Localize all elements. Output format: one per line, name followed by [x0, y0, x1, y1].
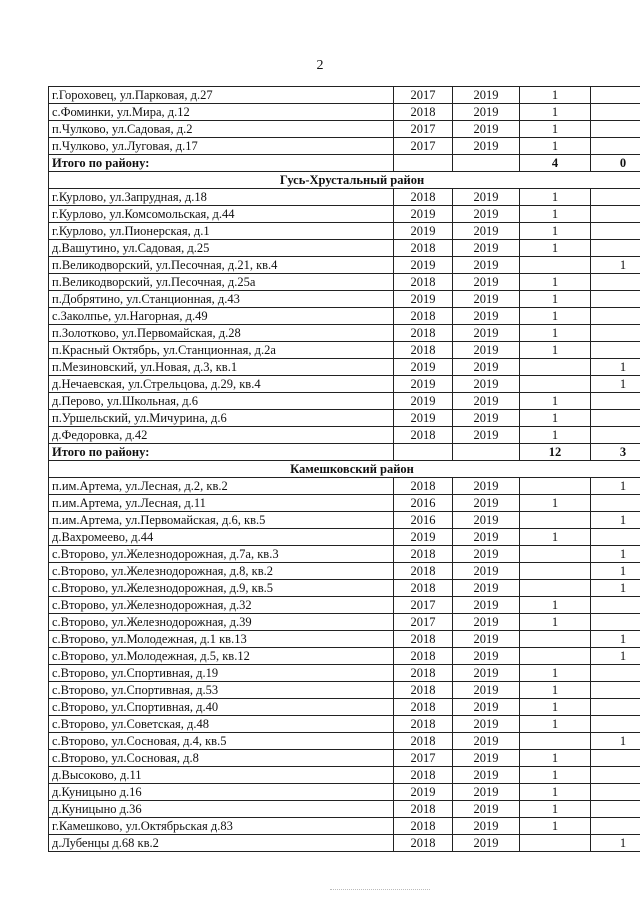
count-2-cell: [591, 665, 640, 682]
year-start-cell: 2018: [394, 648, 453, 665]
year-end-cell: 2019: [453, 512, 520, 529]
year-end-cell: 2019: [453, 104, 520, 121]
address-cell: п.Уршельский, ул.Мичурина, д.6: [49, 410, 394, 427]
count-1-cell: 1: [520, 495, 591, 512]
register-body: [49, 87, 640, 852]
address-cell: г.Гороховец, ул.Парковая, д.27: [49, 87, 394, 104]
count-2-cell: 1: [591, 478, 640, 495]
year-start-cell: 2018: [394, 189, 453, 206]
year-start-cell: 2018: [394, 818, 453, 835]
table-row: [49, 648, 640, 665]
table-row: [49, 376, 640, 393]
year-end-cell: 2019: [453, 665, 520, 682]
count-1-cell: 1: [520, 274, 591, 291]
address-cell: с.Второво, ул.Сосновая, д.8: [49, 750, 394, 767]
address-cell: с.Второво, ул.Железнодорожная, д.7а, кв.3: [49, 546, 394, 563]
address-cell: д.Вашутино, ул.Садовая, д.25: [49, 240, 394, 257]
address-cell: с.Заколпье, ул.Нагорная, д.49: [49, 308, 394, 325]
year-end-cell: 2019: [453, 87, 520, 104]
year-start-cell: 2018: [394, 478, 453, 495]
table-row: [49, 189, 640, 206]
year-start-cell: 2017: [394, 121, 453, 138]
table-row: [49, 325, 640, 342]
count-2-cell: [591, 801, 640, 818]
year-end-cell: 2019: [453, 682, 520, 699]
address-cell: д.Куницыно д.16: [49, 784, 394, 801]
address-cell: с.Второво, ул.Советская, д.48: [49, 716, 394, 733]
count-2-cell: 1: [591, 580, 640, 597]
address-cell: д.Нечаевская, ул.Стрельцова, д.29, кв.4: [49, 376, 394, 393]
total-count-2: 3: [591, 444, 640, 461]
count-1-cell: 1: [520, 291, 591, 308]
table-row: [49, 410, 640, 427]
count-1-cell: [520, 359, 591, 376]
address-cell: п.Великодворский, ул.Песочная, д.25а: [49, 274, 394, 291]
table-row: [49, 308, 640, 325]
year-end-cell: 2019: [453, 291, 520, 308]
count-1-cell: 1: [520, 87, 591, 104]
empty-cell: [453, 155, 520, 172]
count-1-cell: 1: [520, 104, 591, 121]
register-table: [48, 86, 640, 852]
address-cell: д.Перово, ул.Школьная, д.6: [49, 393, 394, 410]
table-row: [49, 767, 640, 784]
address-cell: д.Высоково, д.11: [49, 767, 394, 784]
year-start-cell: 2018: [394, 427, 453, 444]
year-start-cell: 2018: [394, 274, 453, 291]
count-2-cell: [591, 240, 640, 257]
address-cell: с.Второво, ул.Спортивная, д.19: [49, 665, 394, 682]
count-1-cell: 1: [520, 818, 591, 835]
table-row: [49, 121, 640, 138]
count-2-cell: [591, 87, 640, 104]
table-row: [49, 495, 640, 512]
count-2-cell: [591, 104, 640, 121]
year-end-cell: 2019: [453, 614, 520, 631]
year-start-cell: 2019: [394, 410, 453, 427]
table-row: [49, 274, 640, 291]
count-1-cell: 1: [520, 308, 591, 325]
year-start-cell: 2019: [394, 223, 453, 240]
table-row: [49, 104, 640, 121]
table-row: [49, 580, 640, 597]
count-2-cell: [591, 614, 640, 631]
count-1-cell: 1: [520, 393, 591, 410]
year-start-cell: 2018: [394, 631, 453, 648]
year-start-cell: 2019: [394, 359, 453, 376]
year-end-cell: 2019: [453, 189, 520, 206]
count-2-cell: [591, 138, 640, 155]
count-1-cell: 1: [520, 189, 591, 206]
year-start-cell: 2016: [394, 495, 453, 512]
count-1-cell: 1: [520, 682, 591, 699]
year-end-cell: 2019: [453, 206, 520, 223]
count-1-cell: [520, 478, 591, 495]
year-end-cell: 2019: [453, 529, 520, 546]
table-row: [49, 563, 640, 580]
count-2-cell: [591, 716, 640, 733]
address-cell: п.Чулково, ул.Садовая, д.2: [49, 121, 394, 138]
address-cell: д.Куницыно д.36: [49, 801, 394, 818]
count-1-cell: [520, 257, 591, 274]
address-cell: г.Камешково, ул.Октябрьская д.83: [49, 818, 394, 835]
table-row: [49, 784, 640, 801]
count-1-cell: 1: [520, 665, 591, 682]
empty-cell: [453, 444, 520, 461]
address-cell: д.Лубенцы д.68 кв.2: [49, 835, 394, 852]
year-start-cell: 2019: [394, 291, 453, 308]
total-label: Итого по району:: [49, 444, 394, 461]
total-count-2: 0: [591, 155, 640, 172]
count-1-cell: [520, 563, 591, 580]
table-row: [49, 206, 640, 223]
year-end-cell: 2019: [453, 240, 520, 257]
total-label: Итого по району:: [49, 155, 394, 172]
empty-cell: [394, 444, 453, 461]
year-end-cell: 2019: [453, 750, 520, 767]
year-start-cell: 2018: [394, 342, 453, 359]
table-row: [49, 818, 640, 835]
count-2-cell: [591, 223, 640, 240]
year-end-cell: 2019: [453, 393, 520, 410]
year-end-cell: 2019: [453, 325, 520, 342]
address-cell: п.Добрятино, ул.Станционная, д.43: [49, 291, 394, 308]
year-end-cell: 2019: [453, 784, 520, 801]
count-2-cell: [591, 308, 640, 325]
count-1-cell: [520, 580, 591, 597]
year-start-cell: 2019: [394, 784, 453, 801]
year-start-cell: 2017: [394, 597, 453, 614]
count-2-cell: [591, 121, 640, 138]
year-start-cell: 2018: [394, 546, 453, 563]
year-start-cell: 2017: [394, 614, 453, 631]
district-header-row: [49, 172, 640, 189]
year-start-cell: 2018: [394, 325, 453, 342]
address-cell: п.им.Артема, ул.Лесная, д.11: [49, 495, 394, 512]
address-cell: д.Федоровка, д.42: [49, 427, 394, 444]
page-number: 2: [316, 58, 324, 73]
count-2-cell: [591, 784, 640, 801]
year-end-cell: 2019: [453, 580, 520, 597]
year-start-cell: 2018: [394, 767, 453, 784]
count-1-cell: 1: [520, 121, 591, 138]
year-end-cell: 2019: [453, 121, 520, 138]
year-end-cell: 2019: [453, 478, 520, 495]
table-row: [49, 393, 640, 410]
year-end-cell: 2019: [453, 648, 520, 665]
count-1-cell: 1: [520, 750, 591, 767]
table-row: [49, 223, 640, 240]
year-end-cell: 2019: [453, 801, 520, 818]
count-1-cell: [520, 648, 591, 665]
address-cell: г.Курлово, ул.Пионерская, д.1: [49, 223, 394, 240]
table-row: [49, 682, 640, 699]
count-1-cell: 1: [520, 410, 591, 427]
count-1-cell: [520, 546, 591, 563]
year-start-cell: 2017: [394, 138, 453, 155]
count-2-cell: 1: [591, 546, 640, 563]
table-row: [49, 529, 640, 546]
year-start-cell: 2019: [394, 206, 453, 223]
count-2-cell: [591, 682, 640, 699]
count-2-cell: 1: [591, 733, 640, 750]
count-1-cell: 1: [520, 716, 591, 733]
total-count-1: 4: [520, 155, 591, 172]
count-2-cell: 1: [591, 512, 640, 529]
address-cell: с.Второво, ул.Железнодорожная, д.32: [49, 597, 394, 614]
year-end-cell: 2019: [453, 376, 520, 393]
count-2-cell: [591, 597, 640, 614]
count-2-cell: 1: [591, 648, 640, 665]
table-row: [49, 733, 640, 750]
year-start-cell: 2018: [394, 104, 453, 121]
table-row: [49, 427, 640, 444]
district-name: Камешковский район: [49, 461, 640, 478]
table-row: [49, 716, 640, 733]
year-start-cell: 2019: [394, 257, 453, 274]
address-cell: г.Курлово, ул.Запрудная, д.18: [49, 189, 394, 206]
table-row: [49, 631, 640, 648]
year-end-cell: 2019: [453, 257, 520, 274]
count-1-cell: 1: [520, 529, 591, 546]
count-1-cell: 1: [520, 206, 591, 223]
address-cell: с.Второво, ул.Молодежная, д.1 кв.13: [49, 631, 394, 648]
year-end-cell: 2019: [453, 716, 520, 733]
count-2-cell: 1: [591, 835, 640, 852]
table-row: [49, 240, 640, 257]
count-2-cell: [591, 325, 640, 342]
district-total-row: [49, 155, 640, 172]
address-cell: п.Великодворский, ул.Песочная, д.21, кв.4: [49, 257, 394, 274]
address-cell: с.Второво, ул.Железнодорожная, д.39: [49, 614, 394, 631]
table-row: [49, 359, 640, 376]
address-cell: с.Второво, ул.Спортивная, д.53: [49, 682, 394, 699]
address-cell: с.Второво, ул.Железнодорожная, д.9, кв.5: [49, 580, 394, 597]
year-start-cell: 2019: [394, 393, 453, 410]
table-row: [49, 835, 640, 852]
year-end-cell: 2019: [453, 223, 520, 240]
table-row: [49, 665, 640, 682]
year-end-cell: 2019: [453, 597, 520, 614]
count-1-cell: [520, 835, 591, 852]
year-end-cell: 2019: [453, 767, 520, 784]
count-1-cell: [520, 733, 591, 750]
table-row: [49, 801, 640, 818]
count-2-cell: [591, 342, 640, 359]
year-end-cell: 2019: [453, 818, 520, 835]
year-start-cell: 2018: [394, 733, 453, 750]
year-end-cell: 2019: [453, 138, 520, 155]
count-2-cell: [591, 427, 640, 444]
year-end-cell: 2019: [453, 835, 520, 852]
year-start-cell: 2017: [394, 87, 453, 104]
count-2-cell: [591, 410, 640, 427]
table-row: [49, 342, 640, 359]
count-1-cell: [520, 631, 591, 648]
table-row: [49, 291, 640, 308]
year-end-cell: 2019: [453, 342, 520, 359]
year-end-cell: 2019: [453, 699, 520, 716]
year-start-cell: 2018: [394, 682, 453, 699]
table-row: [49, 614, 640, 631]
year-start-cell: 2018: [394, 801, 453, 818]
count-1-cell: 1: [520, 240, 591, 257]
address-cell: с.Второво, ул.Железнодорожная, д.8, кв.2: [49, 563, 394, 580]
address-cell: п.им.Артема, ул.Первомайская, д.6, кв.5: [49, 512, 394, 529]
address-cell: п.Красный Октябрь, ул.Станционная, д.2а: [49, 342, 394, 359]
year-start-cell: 2018: [394, 835, 453, 852]
count-1-cell: 1: [520, 223, 591, 240]
year-end-cell: 2019: [453, 563, 520, 580]
table-row: [49, 478, 640, 495]
address-cell: п.Чулково, ул.Луговая, д.17: [49, 138, 394, 155]
year-start-cell: 2018: [394, 665, 453, 682]
count-1-cell: [520, 512, 591, 529]
count-2-cell: [591, 495, 640, 512]
count-1-cell: 1: [520, 614, 591, 631]
count-1-cell: 1: [520, 801, 591, 818]
table-row: [49, 699, 640, 716]
count-2-cell: 1: [591, 631, 640, 648]
year-start-cell: 2017: [394, 750, 453, 767]
table-row: [49, 512, 640, 529]
address-cell: г.Курлово, ул.Комсомольская, д.44: [49, 206, 394, 223]
address-cell: п.Мезиновский, ул.Новая, д.3, кв.1: [49, 359, 394, 376]
year-start-cell: 2018: [394, 563, 453, 580]
year-end-cell: 2019: [453, 410, 520, 427]
year-end-cell: 2019: [453, 308, 520, 325]
year-end-cell: 2019: [453, 274, 520, 291]
count-1-cell: 1: [520, 597, 591, 614]
total-count-1: 12: [520, 444, 591, 461]
count-2-cell: [591, 699, 640, 716]
year-end-cell: 2019: [453, 546, 520, 563]
count-2-cell: [591, 767, 640, 784]
table-row: [49, 257, 640, 274]
count-2-cell: [591, 206, 640, 223]
count-1-cell: 1: [520, 138, 591, 155]
address-cell: п.Золотково, ул.Первомайская, д.28: [49, 325, 394, 342]
count-1-cell: 1: [520, 699, 591, 716]
year-start-cell: 2018: [394, 699, 453, 716]
count-1-cell: 1: [520, 784, 591, 801]
empty-cell: [394, 155, 453, 172]
table-row: [49, 138, 640, 155]
count-2-cell: 1: [591, 359, 640, 376]
year-start-cell: 2018: [394, 240, 453, 257]
year-end-cell: 2019: [453, 427, 520, 444]
address-cell: д.Вахромеево, д.44: [49, 529, 394, 546]
count-2-cell: 1: [591, 563, 640, 580]
year-start-cell: 2018: [394, 716, 453, 733]
address-cell: с.Фоминки, ул.Мира, д.12: [49, 104, 394, 121]
address-cell: с.Второво, ул.Сосновая, д.4, кв.5: [49, 733, 394, 750]
count-2-cell: 1: [591, 257, 640, 274]
year-end-cell: 2019: [453, 631, 520, 648]
table-row: [49, 750, 640, 767]
year-end-cell: 2019: [453, 359, 520, 376]
count-2-cell: [591, 274, 640, 291]
count-1-cell: 1: [520, 767, 591, 784]
year-start-cell: 2016: [394, 512, 453, 529]
district-header-row: [49, 461, 640, 478]
year-end-cell: 2019: [453, 733, 520, 750]
year-start-cell: 2018: [394, 308, 453, 325]
table-row: [49, 87, 640, 104]
address-cell: с.Второво, ул.Молодежная, д.5, кв.12: [49, 648, 394, 665]
district-total-row: [49, 444, 640, 461]
count-2-cell: [591, 189, 640, 206]
address-cell: с.Второво, ул.Спортивная, д.40: [49, 699, 394, 716]
count-2-cell: [591, 291, 640, 308]
count-1-cell: 1: [520, 325, 591, 342]
table-row: [49, 597, 640, 614]
count-2-cell: [591, 818, 640, 835]
count-1-cell: 1: [520, 342, 591, 359]
year-start-cell: 2019: [394, 529, 453, 546]
count-1-cell: [520, 376, 591, 393]
year-start-cell: 2019: [394, 376, 453, 393]
count-2-cell: 1: [591, 376, 640, 393]
count-2-cell: [591, 529, 640, 546]
address-cell: п.им.Артема, ул.Лесная, д.2, кв.2: [49, 478, 394, 495]
count-2-cell: [591, 393, 640, 410]
year-end-cell: 2019: [453, 495, 520, 512]
table-row: [49, 546, 640, 563]
scan-artifact: [330, 889, 430, 891]
count-1-cell: 1: [520, 427, 591, 444]
year-start-cell: 2018: [394, 580, 453, 597]
count-2-cell: [591, 750, 640, 767]
district-name: Гусь-Хрустальный район: [49, 172, 640, 189]
